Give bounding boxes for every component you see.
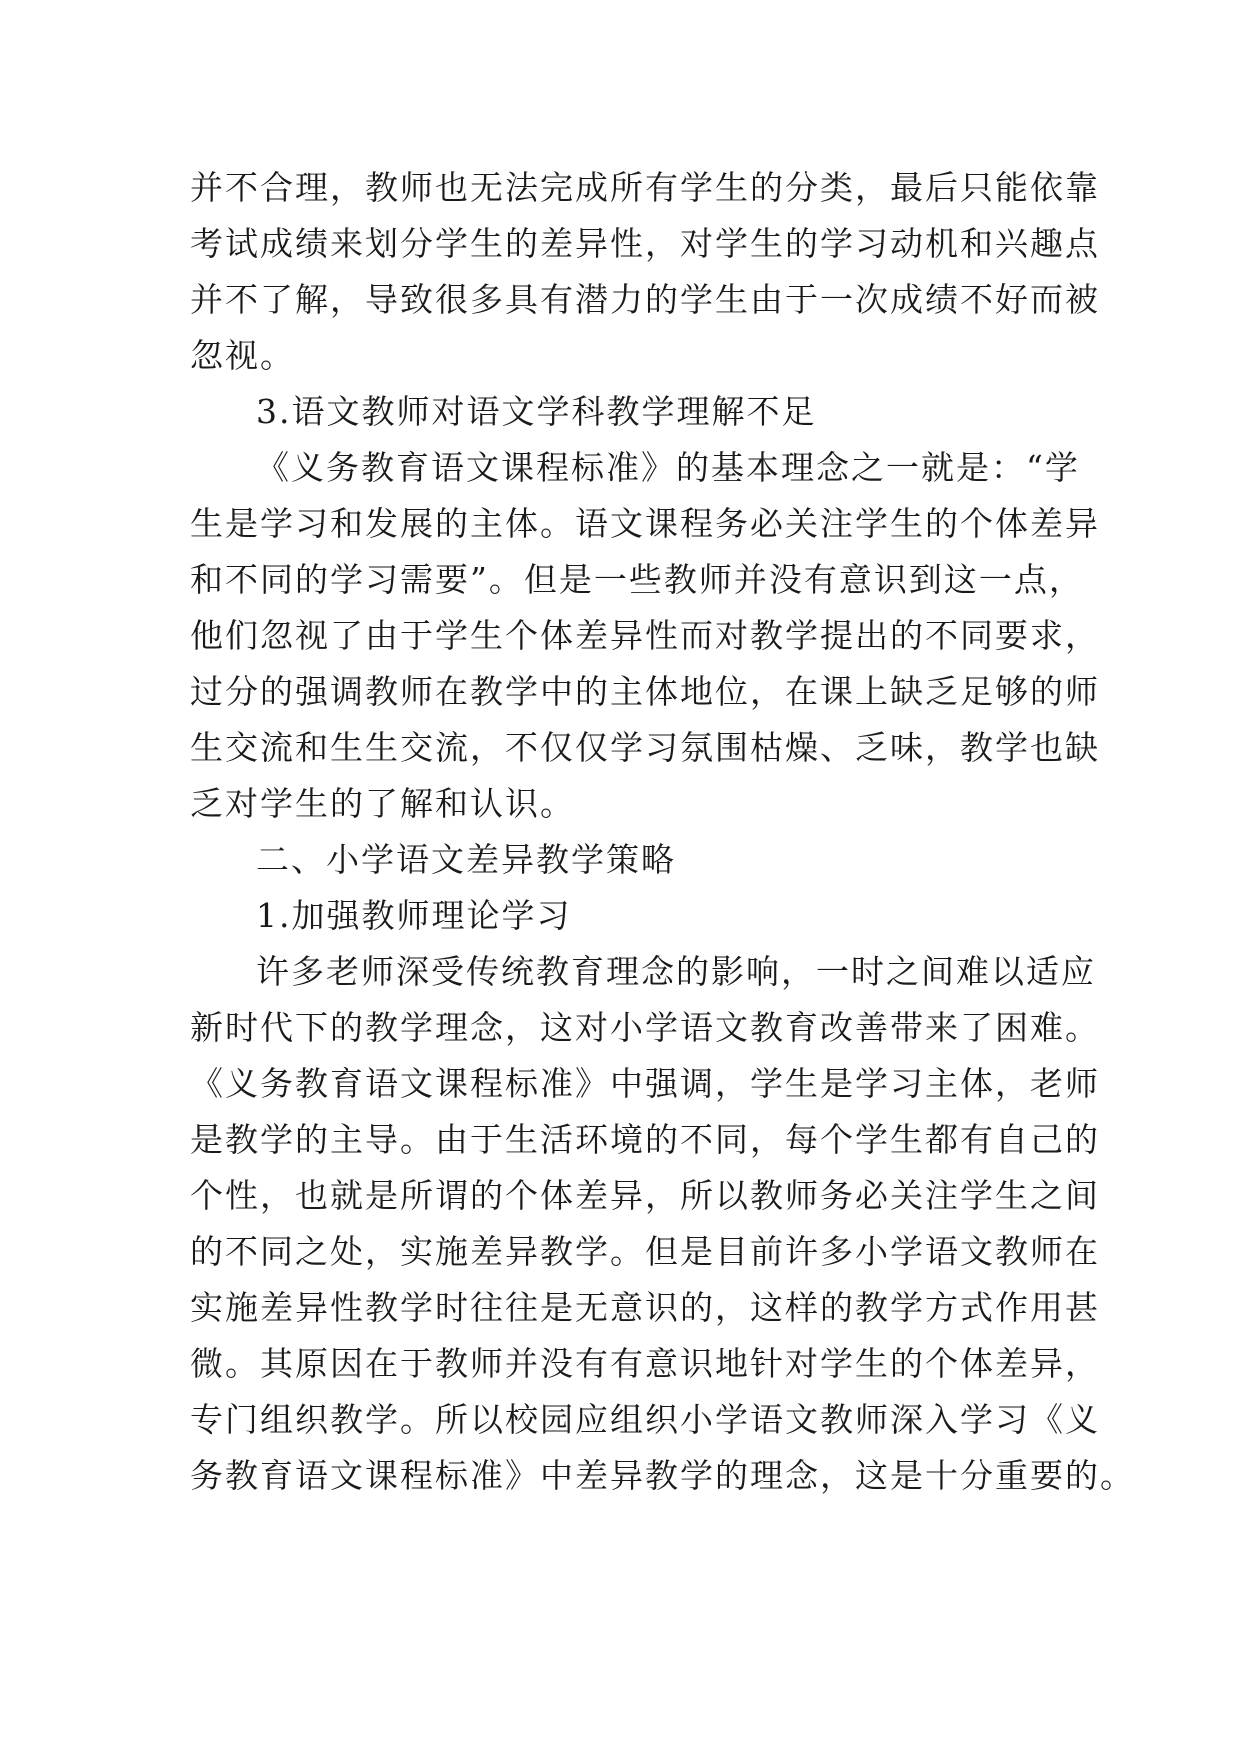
text-line: 务教育语文课程标准》中差异教学的理念，这是十分重要的。 [190, 1456, 1135, 1495]
subsection-heading: 1.加强教师理论学习 [256, 896, 572, 935]
text-line: 并不合理，教师也无法完成所有学生的分类，最后只能依靠 [190, 168, 1100, 207]
text-line: 生是学习和发展的主体。语文课程务必关注学生的个体差异 [190, 504, 1100, 543]
text-line: 微。其原因在于教师并没有有意识地针对学生的个体差异， [190, 1344, 1100, 1383]
text-line: 专门组织教学。所以校园应组织小学语文教师深入学习《义 [190, 1400, 1100, 1439]
text-line: 考试成绩来划分学生的差异性，对学生的学习动机和兴趣点 [190, 224, 1100, 263]
text-line: 并不了解，导致很多具有潜力的学生由于一次成绩不好而被 [190, 280, 1100, 319]
text-line: 是教学的主导。由于生活环境的不同，每个学生都有自己的 [190, 1120, 1100, 1159]
text-line: 《义务教育语文课程标准》中强调，学生是学习主体，老师 [190, 1064, 1100, 1103]
text-line: 新时代下的教学理念，这对小学语文教育改善带来了困难。 [190, 1008, 1100, 1047]
text-line: 乏对学生的了解和认识。 [190, 784, 575, 823]
text-line: 生交流和生生交流，不仅仅学习氛围枯燥、乏味，教学也缺 [190, 728, 1100, 767]
text-line: 许多老师深受传统教育理念的影响，一时之间难以适应 [256, 952, 1096, 991]
text-line: 个性，也就是所谓的个体差异，所以教师务必关注学生之间 [190, 1176, 1100, 1215]
section-heading: 3.语文教师对语文学科教学理解不足 [256, 392, 817, 431]
section-heading: 二、小学语文差异教学策略 [256, 840, 676, 879]
text-line: 《义务教育语文课程标准》的基本理念之一就是：“学 [256, 448, 1080, 487]
text-line: 和不同的学习需要”。但是一些教师并没有意识到这一点， [190, 560, 1084, 599]
text-line: 的不同之处，实施差异教学。但是目前许多小学语文教师在 [190, 1232, 1100, 1271]
text-line: 实施差异性教学时往往是无意识的，这样的教学方式作用甚 [190, 1288, 1100, 1327]
text-line: 他们忽视了由于学生个体差异性而对教学提出的不同要求， [190, 616, 1100, 655]
text-line: 过分的强调教师在教学中的主体地位，在课上缺乏足够的师 [190, 672, 1100, 711]
text-line: 忽视。 [190, 336, 295, 375]
